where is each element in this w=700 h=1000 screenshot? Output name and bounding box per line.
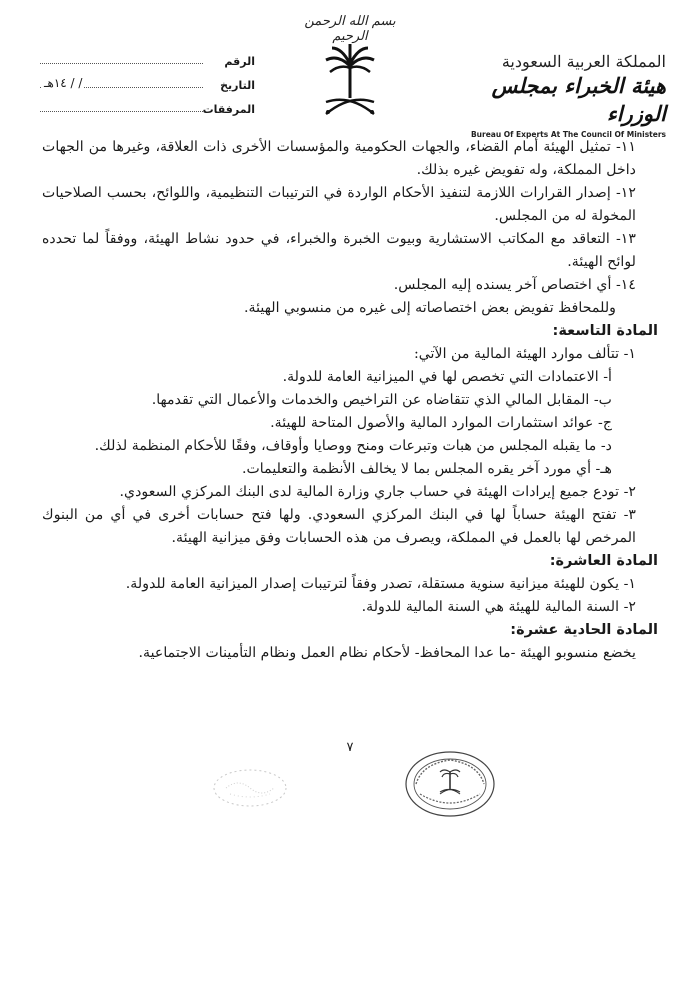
sub-item: د- ما يقبله المجلس من هبات وتبرعات ومنح ووصايا وأوقاف، وفقًا للأحكام المنظمة لذلك. (94, 438, 612, 454)
bureau-name-arabic: هيئة الخبراء بمجلس الوزراء (491, 73, 666, 126)
list-item: ١٣- التعاقد مع المكاتب الاستشارية وبيوت الخبرة والخبراء، في حدود نشاط الهيئة، ووفقاً لما تحدده لوائح الهيئة. (42, 231, 636, 270)
date-row (40, 76, 255, 103)
list-item: ١١- تمثيل الهيئة أمام القضاء، والجهات الحكومية والمؤسسات الأخرى ذات العلاقة، وغيرها من الجهات داخل المملكة، وله تفويض غيره بذلك. (42, 139, 636, 178)
article-11-text: يخضع منسوبو الهيئة -ما عدا المحافظ- لأحكام نظام العمل ونظام التأمينات الاجتماعية. (138, 645, 636, 661)
document-meta (40, 55, 255, 127)
list-item: ٢- السنة المالية للهيئة هي السنة المالية للدولة. (361, 599, 636, 615)
attachments-row (40, 103, 255, 127)
attachments-line (40, 111, 203, 112)
palm-swords-emblem-icon (322, 40, 378, 118)
faint-seal-icon (210, 766, 290, 810)
sub-item: ب- المقابل المالي الذي تتقاضاه عن التراخيص والخدمات والأعمال التي تقدمها. (151, 392, 612, 408)
number-line (40, 63, 203, 64)
number-label: الرقم (224, 55, 255, 68)
basmala: بسم الله الرحمن الرحيم (304, 14, 396, 44)
kingdom-name: المملكة العربية السعودية (501, 52, 666, 71)
date-value: / / ١٤هـ (44, 76, 83, 90)
sub-item: هـ- أي مورد آخر يقره المجلس بما لا يخالف الأنظمة والتعليمات. (241, 461, 612, 477)
official-stamp-icon (404, 750, 496, 818)
sub-item: أ- الاعتمادات التي تخصص لها في الميزانية العامة للدولة. (282, 369, 612, 385)
bureau-name-english: Bureau Of Experts At The Council Of Ministers (470, 130, 666, 139)
document-body (42, 136, 658, 665)
date-label: التاريخ (220, 79, 255, 92)
list-item: ٢- تودع جميع إيرادات الهيئة في حساب جاري وزارة المالية لدى البنك المركزي السعودي. (119, 484, 636, 500)
article-9-title: المادة التاسعة: (552, 323, 658, 339)
list-item: ١- يكون للهيئة ميزانية سنوية مستقلة، تصدر وفقاً لترتيبات إصدار الميزانية العامة للدولة. (125, 576, 636, 592)
article-11-title: المادة الحادية عشرة: (510, 622, 658, 638)
article-10-title: المادة العاشرة: (549, 553, 658, 569)
attachments-label: المرفقات (202, 103, 255, 116)
list-item: ١٢- إصدار القرارات اللازمة لتنفيذ الأحكام الواردة في الترتيبات التنظيمية، واللوائح، بحسب الصلاحيات المخولة له من المجلس. (42, 185, 636, 224)
list-item: ١- تتألف موارد الهيئة المالية من الآتي: (413, 346, 636, 362)
sub-item: ج- عوائد استثمارات الموارد المالية والأصول المتاحة للهيئة. (270, 415, 612, 431)
list-item: ٣- تفتح الهيئة حساباً لها في البنك المركزي السعودي. ولها فتح حسابات أخرى في أي من البنوك المرخص لها بالعمل في المملكة، ويصرف من هذه الحسابات وفق ميزانية الهيئة. (42, 507, 636, 546)
letterhead (456, 52, 666, 139)
delegation-paragraph: وللمحافظ تفويض بعض اختصاصاته إلى غيره من منسوبي الهيئة. (244, 300, 616, 316)
page-number: ٧ (346, 740, 354, 755)
list-item: ١٤- أي اختصاص آخر يسنده إليه المجلس. (393, 277, 636, 293)
